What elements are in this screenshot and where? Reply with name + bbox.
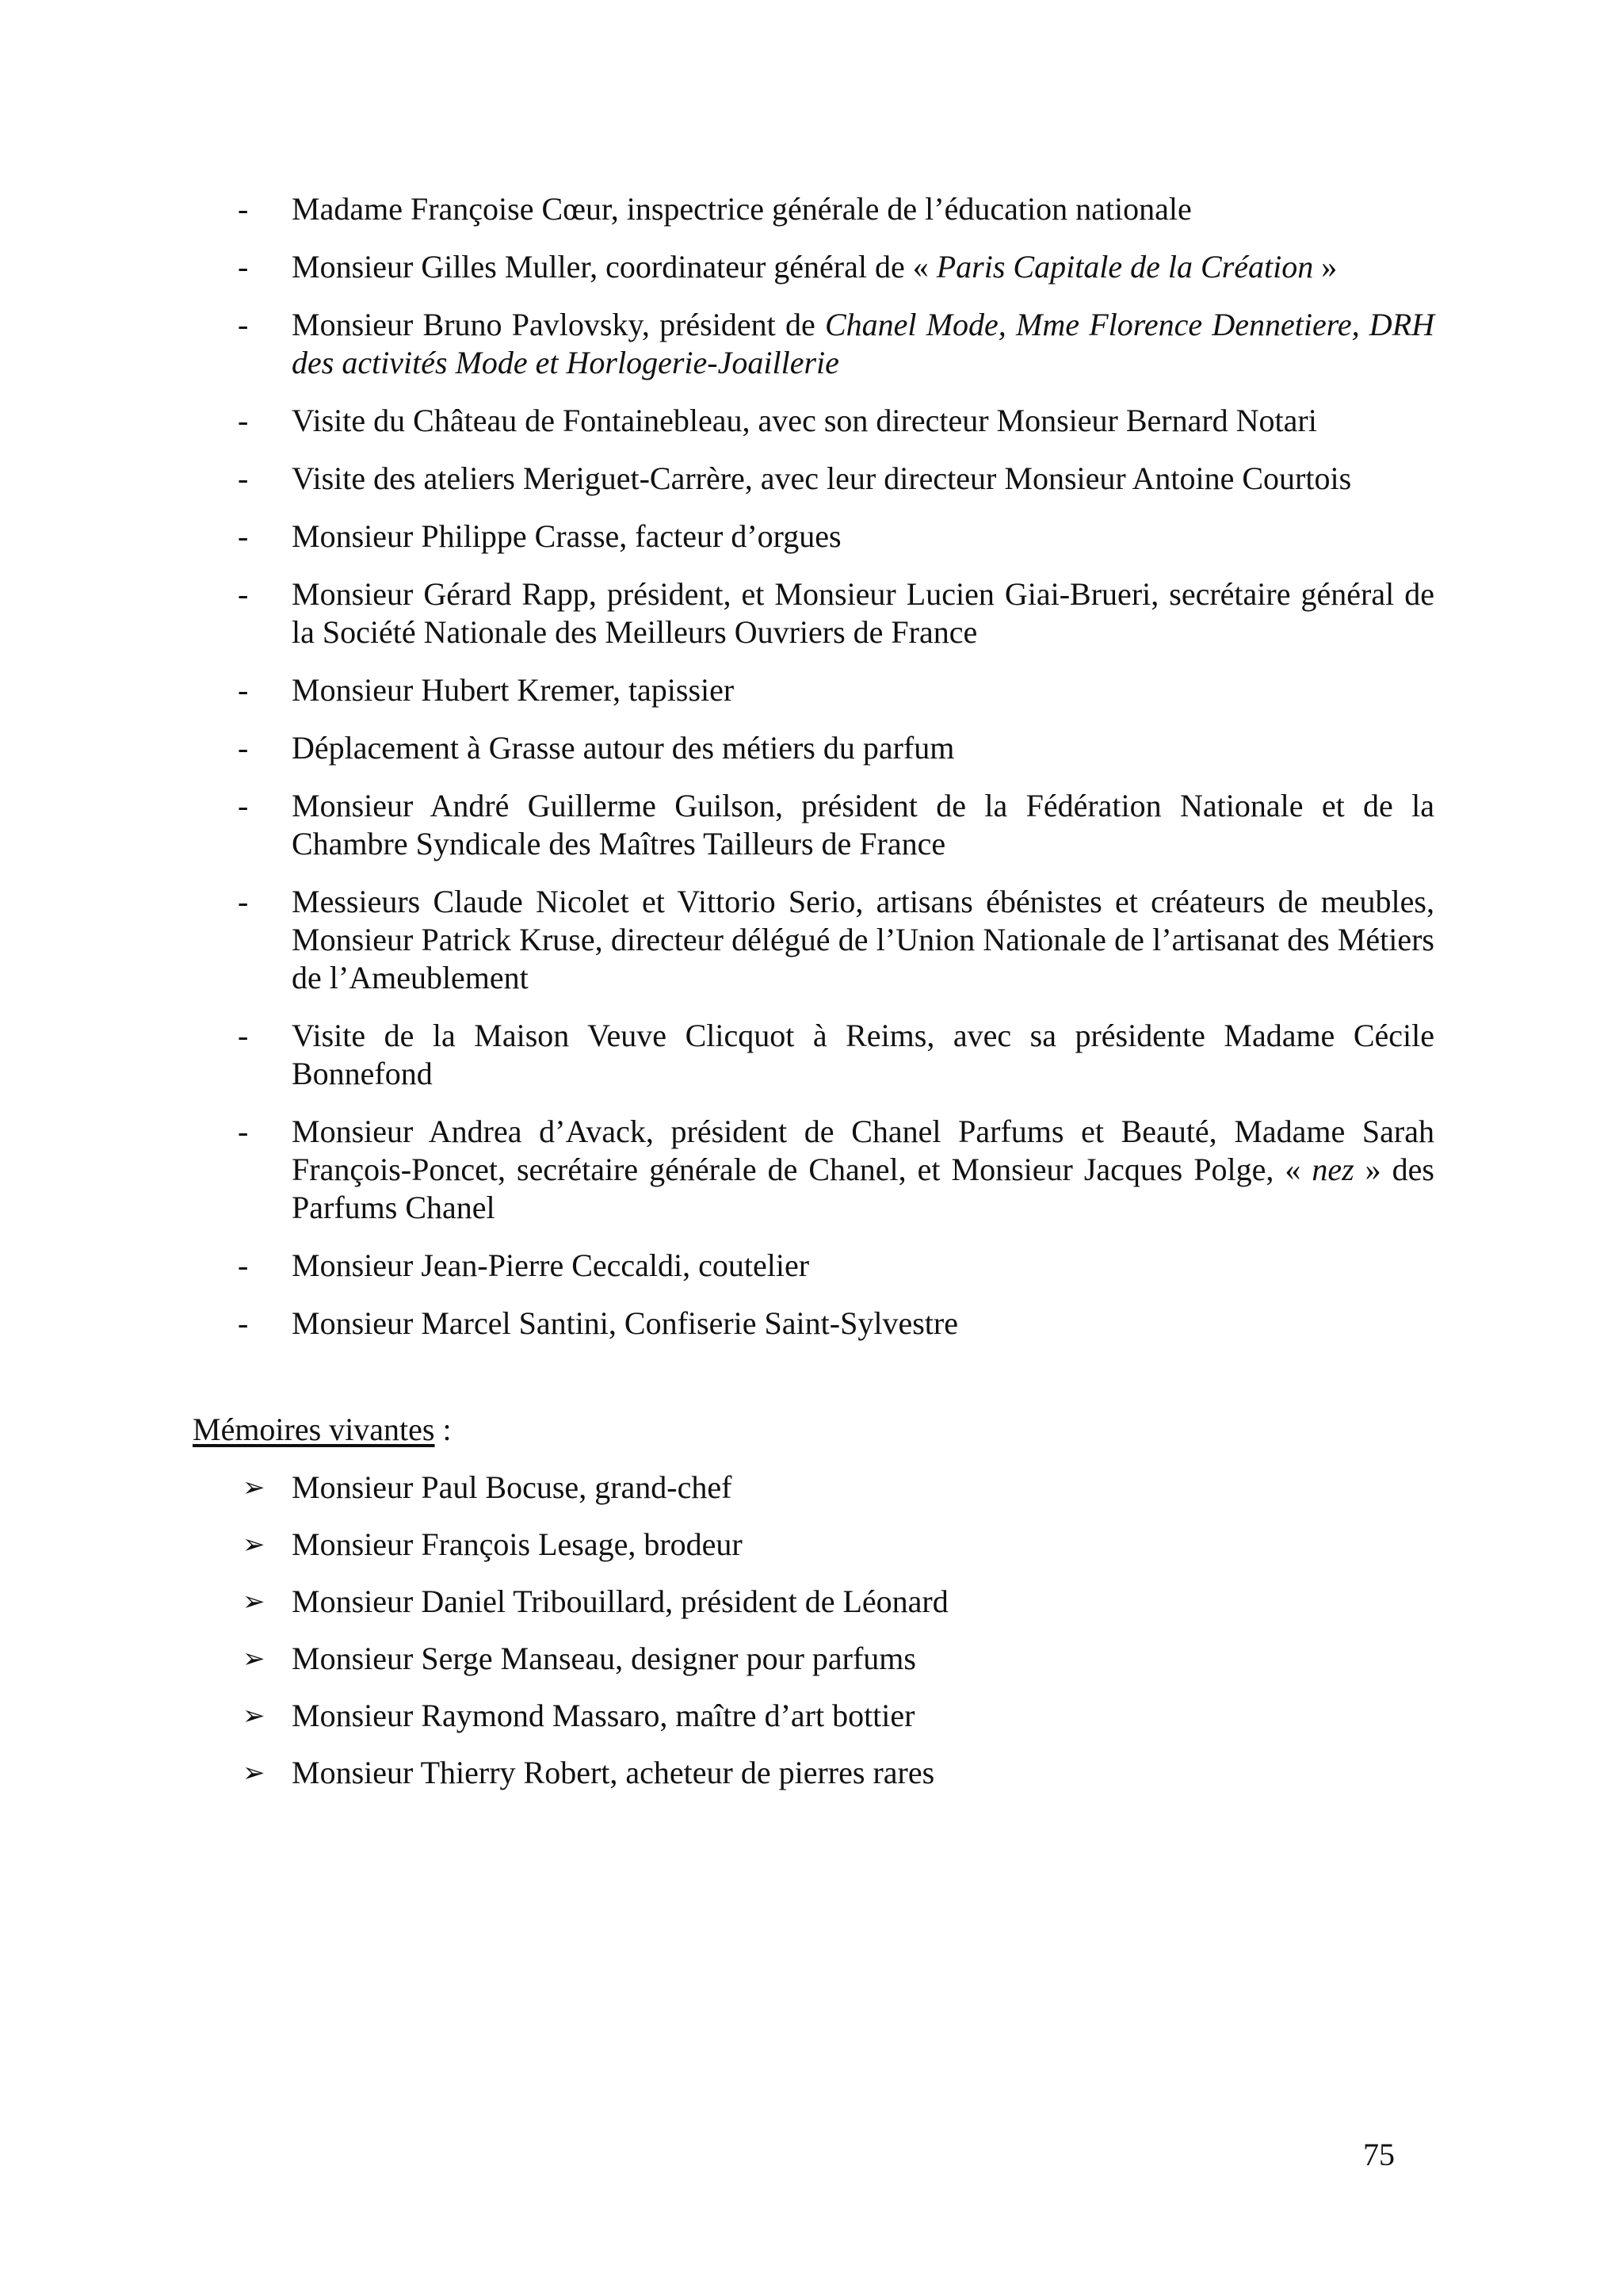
list-item — [238, 883, 1434, 997]
arrow-bullet-icon: ➢ — [242, 1643, 265, 1675]
people-list — [238, 190, 1434, 1362]
item-text: Monsieur Raymond Massaro, maître d’art bottier — [292, 1698, 915, 1733]
list-item — [238, 1754, 1434, 1792]
item-text: Visite des ateliers Meriguet-Carrère, avec leur directeur Monsieur Antoine Courtois — [292, 460, 1352, 496]
item-text: Monsieur Serge Manseau, designer pour parfums — [292, 1641, 916, 1676]
dash-bullet: - — [238, 1305, 249, 1341]
item-text — [292, 249, 1337, 285]
item-text-italic: Chanel Mode, Mme Florence Dennetiere, DRH des activités Mode et Horlogerie-Joaillerie — [292, 307, 1435, 380]
dash-bullet: - — [238, 884, 249, 919]
dash-bullet: - — [238, 249, 249, 285]
dash-bullet: - — [238, 788, 249, 823]
dash-bullet: - — [238, 191, 249, 227]
arrow-bullet-icon: ➢ — [242, 1700, 265, 1732]
item-text: Visite de la Maison Veuve Clicquot à Reims, avec sa présidente Madame Cécile Bonnefond — [292, 1018, 1434, 1091]
list-item — [238, 248, 1434, 286]
item-text: Madame Françoise Cœur, inspectrice générale de l’éducation nationale — [292, 191, 1192, 227]
list-item — [238, 460, 1434, 498]
list-item — [238, 1469, 1434, 1507]
list-item — [238, 1697, 1434, 1735]
list-item — [238, 1247, 1434, 1285]
item-text-pre: Monsieur Andrea d’Avack, président de Chanel Parfums et Beauté, Madame Sarah François-Poncet, secrétaire générale de Chanel, et Monsieur Jacques Polge, « — [292, 1114, 1434, 1187]
dash-bullet: - — [238, 1114, 249, 1149]
list-item — [238, 190, 1434, 228]
section-heading-label: Mémoires vivantes — [193, 1412, 435, 1447]
item-text-post: » des Parfums Chanel — [292, 1152, 1434, 1225]
dash-bullet: - — [238, 460, 249, 496]
list-item — [238, 671, 1434, 709]
item-text — [292, 1114, 1434, 1225]
item-text: Déplacement à Grasse autour des métiers du parfum — [292, 730, 955, 766]
item-text: Monsieur Paul Bocuse, grand-chef — [292, 1469, 732, 1505]
memoires-list — [238, 1469, 1434, 1811]
item-text-post: » — [1313, 249, 1338, 285]
dash-bullet: - — [238, 1247, 249, 1283]
list-item — [238, 1583, 1434, 1621]
list-item — [238, 1017, 1434, 1093]
item-text: Monsieur Marcel Santini, Confiserie Saint-Sylvestre — [292, 1305, 958, 1341]
item-text: Monsieur Thierry Robert, acheteur de pierres rares — [292, 1755, 935, 1790]
arrow-bullet-icon: ➢ — [242, 1757, 265, 1789]
section-heading-suffix: : — [434, 1412, 452, 1447]
dash-bullet: - — [238, 403, 249, 438]
item-text: Monsieur Hubert Kremer, tapissier — [292, 672, 735, 708]
arrow-bullet-icon: ➢ — [242, 1586, 265, 1618]
list-item — [238, 1113, 1434, 1227]
item-text: Monsieur Philippe Crasse, facteur d’orgues — [292, 518, 842, 554]
list-item — [238, 1640, 1434, 1678]
list-item — [238, 518, 1434, 556]
arrow-bullet-icon: ➢ — [242, 1529, 265, 1561]
list-item — [238, 402, 1434, 440]
dash-bullet: - — [238, 672, 249, 708]
dash-bullet: - — [238, 730, 249, 766]
list-item — [238, 306, 1434, 382]
page-number: 75 — [1363, 2137, 1395, 2172]
item-text — [292, 307, 1434, 380]
item-text: Messieurs Claude Nicolet et Vittorio Serio, artisans ébénistes et créateurs de meubles, Monsieur Patrick Kruse, directeur délégué de l’Union Nationale de l’artisanat des Métiers de l’Ameublement — [292, 884, 1434, 995]
dash-bullet: - — [238, 307, 249, 342]
list-item — [238, 1305, 1434, 1343]
arrow-bullet-icon: ➢ — [242, 1472, 265, 1503]
list-item — [238, 1526, 1434, 1564]
item-text: Monsieur André Guillerme Guilson, président de la Fédération Nationale et de la Chambre Syndicale des Maîtres Tailleurs de France — [292, 788, 1434, 861]
list-item — [238, 787, 1434, 863]
dash-bullet: - — [238, 518, 249, 554]
item-text-pre: Monsieur Gilles Muller, coordinateur général de « — [292, 249, 937, 285]
item-text: Visite du Château de Fontainebleau, avec son directeur Monsieur Bernard Notari — [292, 403, 1317, 438]
list-item — [238, 729, 1434, 767]
item-text-pre: Monsieur Bruno Pavlovsky, président de — [292, 307, 825, 342]
section-heading — [193, 1411, 452, 1449]
dash-bullet: - — [238, 576, 249, 612]
item-text: Monsieur Gérard Rapp, président, et Monsieur Lucien Giai-Brueri, secrétaire général de la Société Nationale des Meilleurs Ouvriers de France — [292, 576, 1434, 650]
item-text: Monsieur Daniel Tribouillard, président de Léonard — [292, 1584, 949, 1619]
list-item — [238, 575, 1434, 651]
item-text-italic: nez — [1312, 1152, 1354, 1187]
item-text-italic: Paris Capitale de la Création — [936, 249, 1314, 285]
item-text: Monsieur François Lesage, brodeur — [292, 1526, 743, 1562]
dash-bullet: - — [238, 1018, 249, 1053]
item-text: Monsieur Jean-Pierre Ceccaldi, coutelier — [292, 1247, 810, 1283]
